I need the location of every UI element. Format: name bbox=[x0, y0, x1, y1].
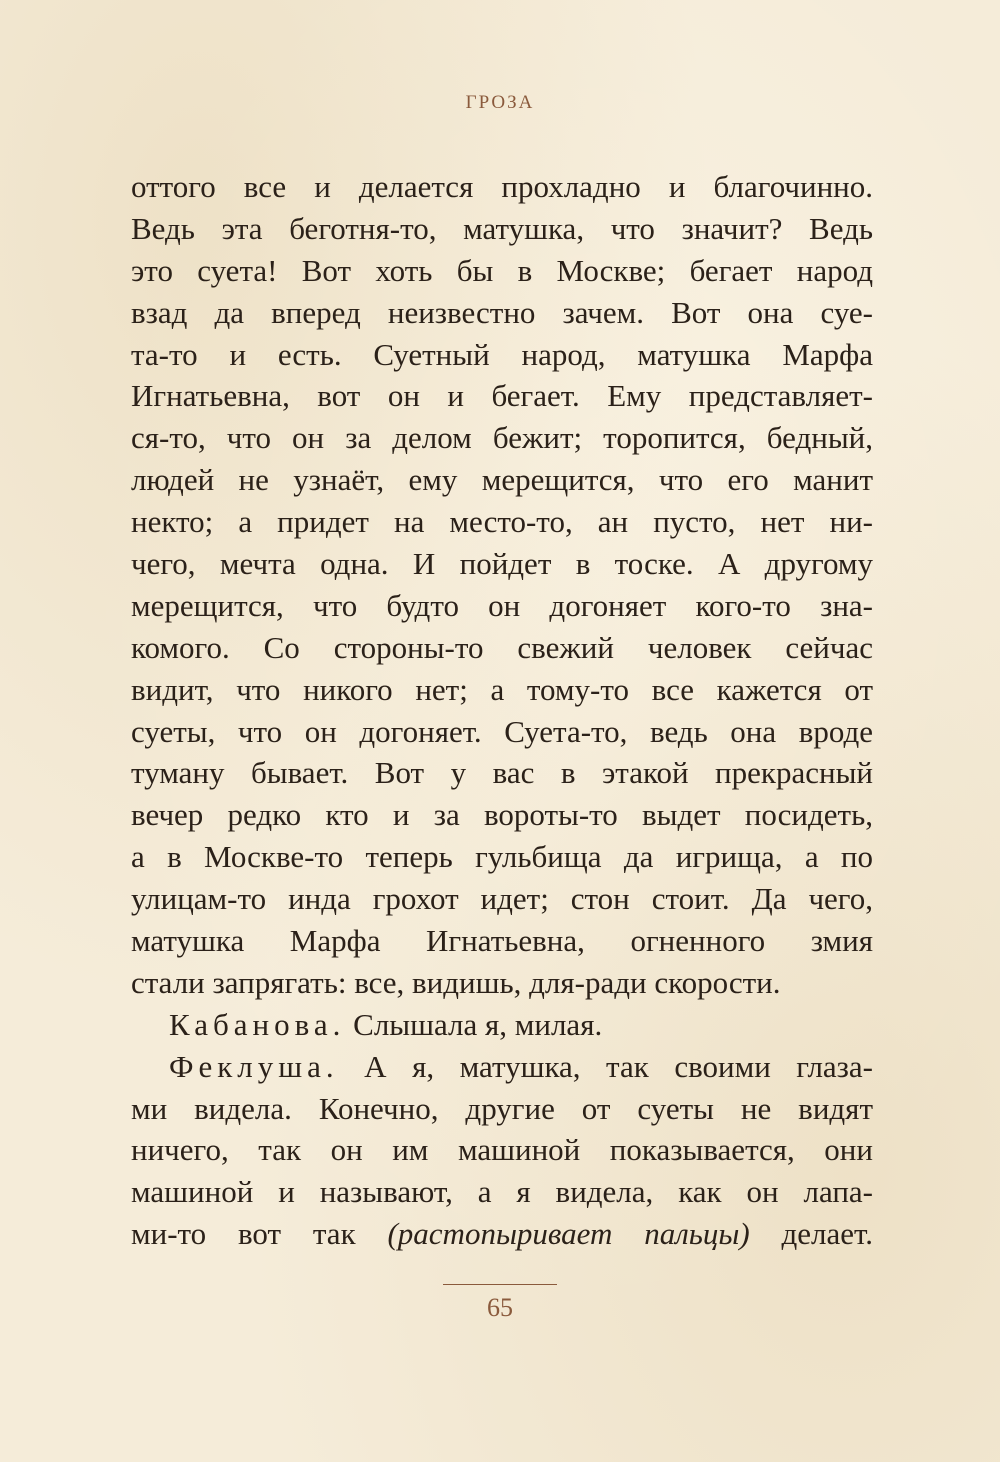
speech-text: Слышала я, милая. bbox=[345, 1006, 603, 1042]
speech-text: делает. bbox=[749, 1216, 873, 1252]
dialogue-feklusha bbox=[131, 1046, 873, 1088]
text-line: некто; а придет на место-то, ан пусто, нет ни- bbox=[131, 504, 873, 540]
text-line: это суета! Вот хоть бы в Москве; бегает народ bbox=[131, 252, 873, 288]
text-line: ничего, так он им машиной показывается, они bbox=[131, 1132, 873, 1168]
text-line: ми видела. Конечно, другие от суеты не видят bbox=[131, 1090, 873, 1126]
text-line: матушка Марфа Игнатьевна, огненного змия bbox=[131, 923, 873, 959]
text-line: чего, мечта одна. И пойдет в тоске. А другому bbox=[131, 546, 873, 582]
text-line: комого. Со стороны-то свежий человек сейчас bbox=[131, 629, 873, 665]
stage-direction: (растопыривает пальцы) bbox=[387, 1216, 750, 1252]
speech-text: ми-то вот так bbox=[131, 1216, 388, 1252]
text-line: а в Москве-то теперь гульбища да игрища, а по bbox=[131, 839, 873, 875]
footer-rule bbox=[443, 1284, 557, 1285]
text-line: стали запрягать: все, видишь, для-ради скорости. bbox=[131, 964, 781, 1000]
text-line: суеты, что он догоняет. Суета-то, ведь она вроде bbox=[131, 713, 873, 749]
text-line: машиной и называют, а я видела, как он лапа- bbox=[131, 1174, 873, 1210]
text-line: видит, что никого нет; а тому-то все кажется от bbox=[131, 671, 873, 707]
speaker-name: Кабанова. bbox=[169, 1006, 346, 1042]
text-line: туману бывает. Вот у вас в этакой прекрасный bbox=[131, 755, 873, 791]
text-line: Ведь эта беготня-то, матушка, что значит? Ведь bbox=[131, 210, 873, 246]
running-head: ГРОЗА bbox=[465, 92, 535, 113]
text-line-final bbox=[131, 1213, 873, 1255]
text-block bbox=[131, 166, 873, 1255]
text-line: та-то и есть. Суетный народ, матушка Марфа bbox=[131, 336, 873, 372]
text-line: взад да вперед неизвестно зачем. Вот она суе- bbox=[131, 294, 873, 330]
speaker-name: Феклуша. bbox=[169, 1048, 339, 1084]
text-line: ся-то, что он за делом бежит; торопится, бедный, bbox=[131, 420, 873, 456]
text-line: людей не узнаёт, ему мерещится, что его манит bbox=[131, 462, 873, 498]
page-number: 65 bbox=[487, 1293, 513, 1322]
text-line: оттого все и делается прохладно и благочинно. bbox=[131, 169, 873, 204]
text-line: мерещится, что будто он догоняет кого-то зна- bbox=[131, 587, 873, 623]
text-line: вечер редко кто и за вороты-то выдет посидеть, bbox=[131, 797, 873, 833]
text-line: улицам-то инда грохот идет; стон стоит. Да чего, bbox=[131, 881, 873, 917]
text-line: Игнатьевна, вот он и бегает. Ему представляет- bbox=[131, 378, 873, 414]
speech-text: А я, матушка, так своими глаза- bbox=[338, 1048, 873, 1084]
dialogue-kabanova bbox=[131, 1004, 873, 1046]
